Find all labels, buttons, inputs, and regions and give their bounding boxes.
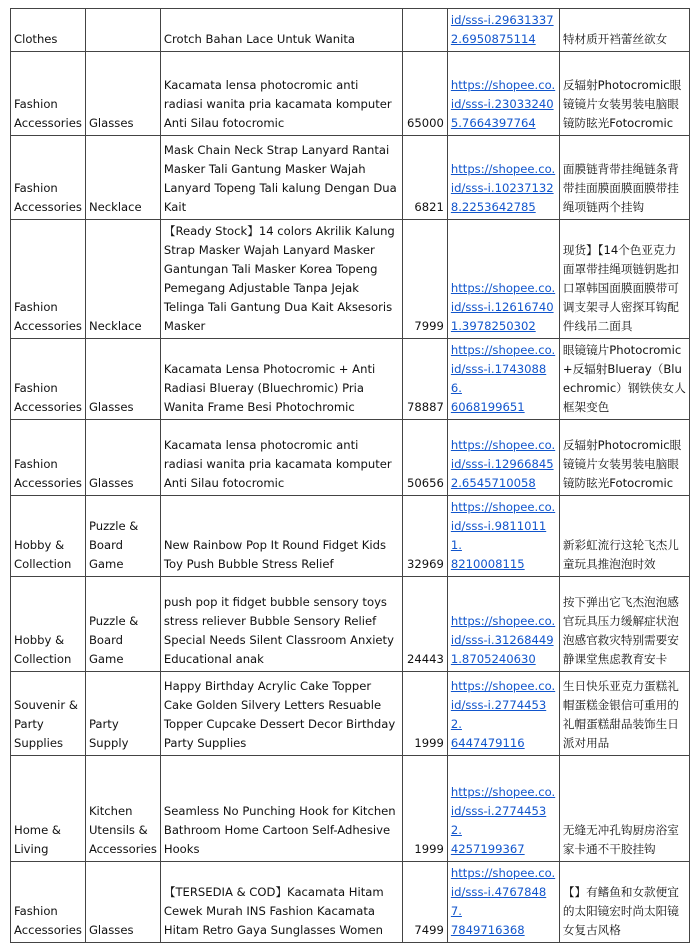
subcategory-cell (85, 9, 160, 52)
link-line[interactable]: id/sss-i.27744532. (450, 804, 547, 837)
link-line[interactable]: 1.8705240630 (450, 652, 536, 666)
translation-cell: 按下弹出它飞杰泡泡感官玩具压力缓解症状泡泡感官救灾特别需要安静课堂焦虑教育安卡 (559, 577, 689, 672)
link-line[interactable]: https://shopee.co. (450, 78, 556, 92)
table-row (11, 756, 690, 862)
translation-cell: 眼镜镜片Photocromic+反辐射Blueray（Bluechromic）钢铁侠女人框架变色 (559, 339, 689, 420)
link-cell[interactable] (447, 9, 559, 52)
title-cell: Seamless No Punching Hook for Kitchen Bathroom Home Cartoon Self-Adhesive Hooks (160, 756, 402, 862)
table-row (11, 577, 690, 672)
count-cell: 32969 (402, 496, 447, 577)
subcategory-cell: Glasses (85, 339, 160, 420)
link-line[interactable]: https://shopee.co. (450, 785, 556, 799)
translation-cell: 【】有鳍鱼和女款便宜的太阳镜宏时尚太阳镜女复古风格 (559, 862, 689, 943)
link-cell[interactable] (447, 220, 559, 339)
link-line[interactable]: 7849716368 (450, 923, 525, 937)
translation-cell: 反辐射Photocromic眼镜镜片女装男装电脑眼镜防眩光Fotocromic (559, 420, 689, 496)
category-cell: Fashion Accessories (11, 52, 86, 136)
link-cell[interactable] (447, 136, 559, 220)
title-cell: 【TERSEDIA & COD】Kacamata Hitam Cewek Murah INS Fashion Kacamata Hitam Retro Gaya Sunglasses Women (160, 862, 402, 943)
link-line[interactable]: id/sss-i.23033240 (450, 97, 554, 111)
link-line[interactable]: 1.3978250302 (450, 319, 536, 333)
translation-cell: 现货】【14个色亚克力面罩带挂绳项链钥匙扣口罩韩国面膜面膜带可调支架寻人密探耳钩配件线吊二面具 (559, 220, 689, 339)
link-cell[interactable] (447, 496, 559, 577)
link-line[interactable]: https://shopee.co. (450, 679, 556, 693)
link-line[interactable]: https://shopee.co. (450, 500, 556, 514)
category-cell: Fashion Accessories (11, 420, 86, 496)
count-cell: 7999 (402, 220, 447, 339)
link-line[interactable]: https://shopee.co. (450, 281, 556, 295)
product-table (10, 8, 690, 943)
table-row (11, 9, 690, 52)
link-line[interactable]: id/sss-i.98110111. (450, 519, 547, 552)
link-cell[interactable] (447, 420, 559, 496)
category-cell: Fashion Accessories (11, 136, 86, 220)
link-cell[interactable] (447, 339, 559, 420)
link-line[interactable]: https://shopee.co. (450, 438, 556, 452)
title-cell: Crotch Bahan Lace Untuk Wanita (160, 9, 402, 52)
table-row (11, 420, 690, 496)
count-cell: 1999 (402, 756, 447, 862)
link-line[interactable]: https://shopee.co. (450, 614, 556, 628)
subcategory-cell: Kitchen Utensils & Accessories (85, 756, 160, 862)
count-cell: 6821 (402, 136, 447, 220)
link-line[interactable]: https://shopee.co. (450, 162, 556, 176)
count-cell: 50656 (402, 420, 447, 496)
category-cell: Fashion Accessories (11, 220, 86, 339)
count-cell: 78887 (402, 339, 447, 420)
table-row (11, 862, 690, 943)
link-line[interactable]: id/sss-i.31268449 (450, 633, 554, 647)
table-row (11, 136, 690, 220)
title-cell: Happy Birthday Acrylic Cake Topper Cake Golden Silvery Letters Resuable Topper Cupcake Dessert Decor Birthday Party Supplies (160, 672, 402, 756)
link-line[interactable]: id/sss-i.47678487. (450, 885, 547, 918)
title-cell: Mask Chain Neck Strap Lanyard Rantai Masker Tali Gantung Masker Wajah Lanyard Topeng Tali kalung Dengan Dua Kait (160, 136, 402, 220)
table-row (11, 52, 690, 136)
link-line[interactable]: 8210008115 (450, 557, 525, 571)
translation-cell: 面膜链背带挂绳链条背带挂面膜面膜面膜带挂绳项链两个挂钩 (559, 136, 689, 220)
link-line[interactable]: 8.2253642785 (450, 200, 536, 214)
table-row (11, 339, 690, 420)
link-line[interactable]: id/sss-i.12616740 (450, 300, 554, 314)
subcategory-cell: Glasses (85, 862, 160, 943)
subcategory-cell: Glasses (85, 420, 160, 496)
link-line[interactable]: 2.6545710058 (450, 476, 536, 490)
table-row (11, 496, 690, 577)
count-cell (402, 9, 447, 52)
category-cell: Hobby & Collection (11, 577, 86, 672)
count-cell: 7499 (402, 862, 447, 943)
category-cell: Hobby & Collection (11, 496, 86, 577)
count-cell: 1999 (402, 672, 447, 756)
link-line[interactable]: id/sss-i.17430886. (450, 362, 547, 395)
subcategory-cell: Party Supply (85, 672, 160, 756)
link-cell[interactable] (447, 577, 559, 672)
category-cell: Fashion Accessories (11, 862, 86, 943)
count-cell: 24443 (402, 577, 447, 672)
category-cell: Home & Living (11, 756, 86, 862)
link-line[interactable]: 6068199651 (450, 400, 525, 414)
link-cell[interactable] (447, 672, 559, 756)
link-cell[interactable] (447, 756, 559, 862)
link-line[interactable]: 4257199367 (450, 842, 525, 856)
translation-cell: 特材质开裆蕾丝欲女 (559, 9, 689, 52)
subcategory-cell: Puzzle & Board Game (85, 577, 160, 672)
category-cell: Fashion Accessories (11, 339, 86, 420)
link-line[interactable]: 5.7664397764 (450, 116, 536, 130)
table-row (11, 672, 690, 756)
link-line[interactable]: https://shopee.co. (450, 866, 556, 880)
title-cell: Kacamata lensa photocromic anti radiasi wanita pria kacamata komputer Anti Silau fotocromic (160, 420, 402, 496)
category-cell: Souvenir & Party Supplies (11, 672, 86, 756)
translation-cell: 新彩虹流行这轮飞杰儿童玩具推泡泡时效 (559, 496, 689, 577)
link-cell[interactable] (447, 862, 559, 943)
count-cell: 65000 (402, 52, 447, 136)
subcategory-cell: Necklace (85, 220, 160, 339)
link-line[interactable]: id/sss-i.12966845 (450, 457, 554, 471)
link-cell[interactable] (447, 52, 559, 136)
link-line[interactable]: 6447479116 (450, 736, 525, 750)
link-line[interactable]: 2.6950875114 (450, 32, 536, 46)
translation-cell: 反辐射Photocromic眼镜镜片女装男装电脑眼镜防眩光Fotocromic (559, 52, 689, 136)
translation-cell: 无缝无冲孔钩厨房浴室家卡通不干胶挂钩 (559, 756, 689, 862)
link-line[interactable]: id/sss-i.29631337 (450, 13, 554, 27)
title-cell: Kacamata Lensa Photocromic + Anti Radiasi Blueray (Bluechromic) Pria Wanita Frame Besi Photochromic (160, 339, 402, 420)
link-line[interactable]: id/sss-i.10237132 (450, 181, 554, 195)
title-cell: New Rainbow Pop It Round Fidget Kids Toy Push Bubble Stress Relief (160, 496, 402, 577)
link-line[interactable]: id/sss-i.27744532. (450, 698, 547, 731)
title-cell: 【Ready Stock】14 colors Akrilik Kalung Strap Masker Wajah Lanyard Masker Gantungan Tali Masker Korea Topeng Pemegang Adjustable Tanpa Jejak Telinga Tali Gantung Dua Kait Aksesoris Masker (160, 220, 402, 339)
subcategory-cell: Glasses (85, 52, 160, 136)
subcategory-cell: Necklace (85, 136, 160, 220)
subcategory-cell: Puzzle & Board Game (85, 496, 160, 577)
link-line[interactable]: https://shopee.co. (450, 343, 556, 357)
title-cell: Kacamata lensa photocromic anti radiasi wanita pria kacamata komputer Anti Silau fotocromic (160, 52, 402, 136)
translation-cell: 生日快乐亚克力蛋糕礼帽蛋糕金银信可重用的礼帽蛋糕甜品装饰生日派对用品 (559, 672, 689, 756)
category-cell: Clothes (11, 9, 86, 52)
table-row (11, 220, 690, 339)
title-cell: push pop it fidget bubble sensory toys stress reliever Bubble Sensory Relief Special Needs Silent Classroom Anxiety Educational anak (160, 577, 402, 672)
